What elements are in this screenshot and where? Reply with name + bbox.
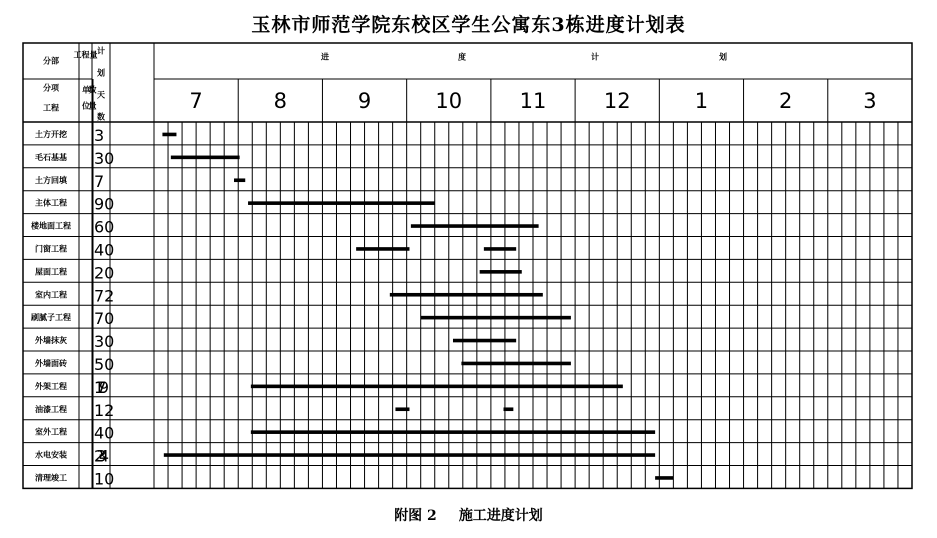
task-days: 50 <box>94 354 115 374</box>
caption-text: 施工进度计划 <box>458 508 543 524</box>
month-label: 8 <box>273 89 288 113</box>
month-label: 10 <box>435 89 463 113</box>
header-plan-days-char: 计 <box>97 46 105 56</box>
task-bar <box>248 201 435 205</box>
header-unit-char: 位 <box>82 101 90 111</box>
task-days: 72 <box>94 286 115 306</box>
task-days: 179 <box>94 377 109 397</box>
task-name: 外墙面砖 <box>35 358 67 368</box>
header-plan-days-char: 划 <box>97 68 105 78</box>
task-days: 12 <box>94 400 115 420</box>
task-bar <box>164 453 655 457</box>
task-name: 土方开挖 <box>35 129 67 139</box>
task-name: 外墙抹灰 <box>35 336 67 346</box>
month-label: 11 <box>519 89 547 113</box>
task-bar <box>395 407 409 411</box>
task-name: 门窗工程 <box>35 244 67 254</box>
header-plan-days-char: 数 <box>97 112 105 122</box>
task-bar <box>356 247 409 251</box>
header-division: 分部 <box>43 56 59 66</box>
task-days: 30 <box>94 332 115 352</box>
task-days: 40 <box>94 240 115 260</box>
task-bar <box>453 339 516 343</box>
task-bar <box>162 133 176 137</box>
task-name: 毛石基基 <box>35 152 67 162</box>
caption-figure-number: 附图 2 <box>394 508 437 524</box>
task-bar <box>655 476 673 480</box>
task-days: 90 <box>94 194 115 214</box>
task-days: 10 <box>94 469 115 489</box>
header-amount-char: 数 <box>88 85 97 95</box>
month-label: 2 <box>778 89 793 113</box>
task-days: 60 <box>94 217 115 237</box>
header-progress-char: 划 <box>719 52 727 62</box>
task-name: 水电安装 <box>35 450 67 460</box>
task-bar <box>480 270 522 274</box>
task-name: 刷腻子工程 <box>31 313 71 323</box>
header-quantity: 工程量 <box>73 50 98 60</box>
task-bar <box>234 178 245 182</box>
task-name: 室内工程 <box>35 290 67 300</box>
task-days: 7 <box>94 171 105 191</box>
task-days: 20 <box>94 263 115 283</box>
task-days: 40 <box>94 423 115 443</box>
header-progress-char: 度 <box>458 52 466 62</box>
task-name: 油漆工程 <box>35 404 67 414</box>
month-label: 1 <box>694 89 709 113</box>
header-plan-days-char: 天 <box>97 90 105 100</box>
task-bar <box>504 407 514 411</box>
task-bar <box>390 293 543 297</box>
task-name: 室外工程 <box>35 427 67 437</box>
header-progress-char: 计 <box>591 52 599 62</box>
task-name: 楼地面工程 <box>31 221 71 231</box>
header-project: 工程 <box>43 103 59 113</box>
task-bar <box>251 385 623 389</box>
task-name: 土方回填 <box>35 175 67 185</box>
header-amount-char: 量 <box>88 101 97 111</box>
task-days: 3 <box>94 125 105 145</box>
month-label: 7 <box>189 89 203 113</box>
chart-title: 玉林市师范学院东校区学生公寓东3栋进度计划表 <box>251 14 686 36</box>
task-bar <box>411 224 539 228</box>
month-label: 3 <box>863 89 877 113</box>
task-days: 30 <box>94 148 115 168</box>
header-progress-char: 进 <box>321 52 329 62</box>
task-bar <box>484 247 516 251</box>
task-name: 清理竣工 <box>35 473 67 483</box>
task-bar <box>171 156 240 160</box>
figure-caption <box>0 505 937 525</box>
header-unit-char: 单 <box>82 85 90 95</box>
header-item: 分项 <box>43 83 59 93</box>
month-label: 12 <box>603 89 631 113</box>
task-days: 234 <box>94 446 109 466</box>
task-bar <box>421 316 571 320</box>
task-days: 70 <box>94 309 115 329</box>
month-label: 9 <box>357 89 372 113</box>
task-name: 主体工程 <box>35 198 67 208</box>
task-name: 外架工程 <box>35 381 67 391</box>
task-name: 屋面工程 <box>35 267 67 277</box>
task-bar <box>461 362 570 366</box>
task-bar <box>251 430 655 434</box>
